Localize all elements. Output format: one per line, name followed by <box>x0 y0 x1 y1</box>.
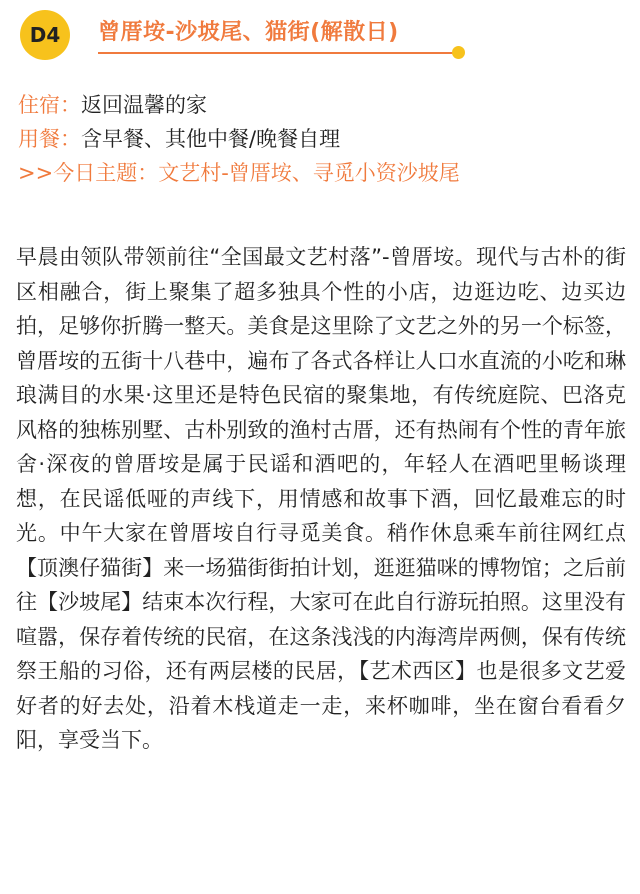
day-header <box>20 10 620 60</box>
lodging-value: 返回温馨的家 <box>81 93 207 117</box>
theme-line: >>今日主题：文艺村-曾厝垵、寻觅小资沙坡尾 <box>18 161 460 185</box>
title-dot-decoration <box>452 46 465 59</box>
lodging-line <box>18 88 622 122</box>
meals-label: 用餐： <box>18 127 81 151</box>
day-info <box>18 88 622 190</box>
meals-line <box>18 122 622 156</box>
lodging-label: 住宿： <box>18 93 81 117</box>
day-badge: D4 <box>20 10 70 60</box>
title-underline <box>98 52 456 54</box>
itinerary-description: 早晨由领队带领前往“全国最文艺村落”-曾厝垵。现代与古朴的街区相融合，街上聚集了超多独具个性的小店，边逛边吃、边买边拍，足够你折腾一整天。美食是这里除了文艺之外的另一个标签，曾厝垵的五街十八巷中，遍布了各式各样让人口水直流的小吃和琳琅满目的水果·这里还是特色民宿的聚集地，有传统庭院、巴洛克风格的独栋别墅、古朴别致的渔村古厝，还有热闹有个性的青年旅舍·深夜的曾厝垵是属于民谣和酒吧的，年轻人在酒吧里畅谈理想，在民谣低哑的声线下，用情感和故事下酒，回忆最难忘的时光。中午大家在曾厝垵自行寻觅美食。稍作休息乘车前往网红点【顶澳仔猫街】来一场猫街街拍计划，逛逛猫咪的博物馆；之后前往【沙坡尾】结束本次行程，大家可在此自行游玩拍照。这里没有喧嚣，保存着传统的民宿，在这条浅浅的内海湾岸两侧，保有传统祭王船的习俗，还有两层楼的民居，【艺术西区】也是很多文艺爱好者的好去处，沿着木栈道走一走，来杯咖啡，坐在窗台看看夕阳，享受当下。 <box>16 245 626 752</box>
meals-value: 含早餐、其他中餐/晚餐自理 <box>81 127 341 151</box>
day-title: 曾厝垵-沙坡尾、猫街(解散日) <box>98 20 399 45</box>
